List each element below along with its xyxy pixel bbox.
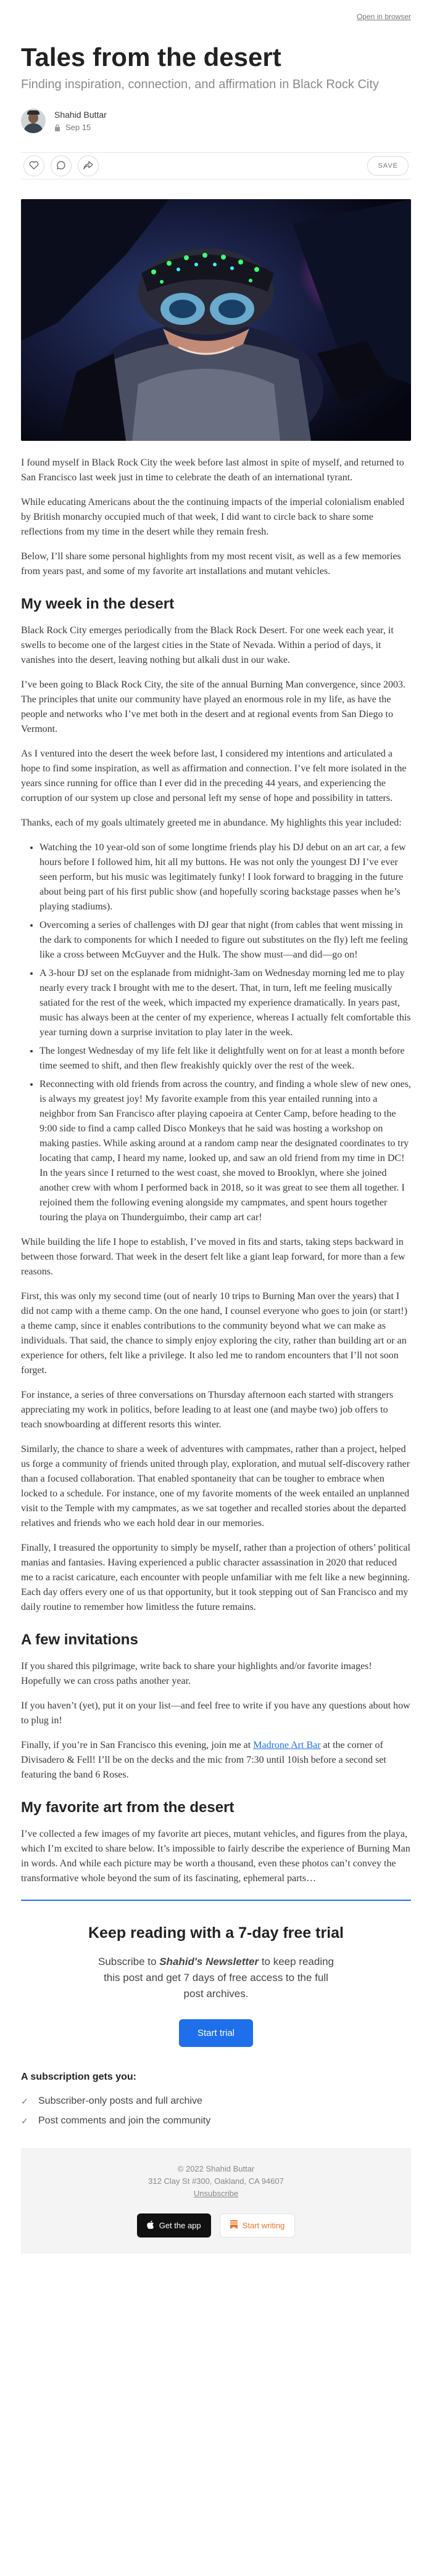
author-name[interactable]: Shahid Buttar xyxy=(54,110,107,120)
highlights-list xyxy=(21,840,411,1225)
week-paragraph: First, this was only my second time (out of nearly 10 trips to Burning Man over the years) that I did not camp with a theme camp. On the one hand, I counsel everyone who goes to join (or start!) a theme camp, since it enables contributions to the community beyond what we can make as individuals. That said, the chance to simply enjoy exploring the city, rather than building art or an experience for others, felt like a privilege. It also led me to random encounters that I’ll not soon forget. xyxy=(21,1291,408,1376)
post-actions-bar xyxy=(21,152,411,179)
week-paragraph: Black Rock City emerges periodically from the Black Rock Desert. For one week each year, it swells to become one of the largest cities in the State of Nevada. Within a period of days, it vanishes into the desert, leaving nothing but alkali dust in our wake. xyxy=(21,625,394,665)
trial-text: Subscribe to Shahid's Newsletter to keep reading this post and get 7 days of free access to the full post archives. xyxy=(98,1956,334,2000)
newsletter-name: Shahid's Newsletter xyxy=(159,1956,259,1967)
intro-paragraph-3: Below, I’ll share some personal highlights from my most recent visit, as well as a few memories from years past, and some of my favorite art installations and mutant vehicles. xyxy=(21,551,401,576)
apple-icon xyxy=(147,2220,154,2231)
post-title: Tales from the desert xyxy=(21,43,281,72)
list-item: • Watching the 10 year-old son of some longtime friends play his DJ debut on an art car, a few hours before I followed him, hit all my buttons. He was not only the youngest DJ I’ve ever seen perform, but his music was legitimately funky! I look forward to bragging in the future about being part of his first public show (and hopefully scoring backstage passes when he’s playing stadiums). xyxy=(39,840,411,914)
free-trial-section xyxy=(21,1901,411,2047)
check-icon: ✓ xyxy=(21,2116,28,2126)
hero-image[interactable] xyxy=(21,199,411,441)
email-footer xyxy=(21,2148,411,2254)
post-subtitle: Finding inspiration, connection, and affirmation in Black Rock City xyxy=(21,78,379,91)
week-paragraph: Finally, I treasured the opportunity to simply be myself, rather than a projection of others’ political manias and fantasies. Having experienced a public character assassination in 2020 that reduced me to a racist caricature, each encounter with people unfamiliar with me felt like a new beginning. Each day offers every one of us that opportunity, but it took stepping out of San Francisco and my daily routine to remember how limitless the future remains. xyxy=(21,1543,410,1612)
week-paragraph: I’ve been going to Black Rock City, the site of the annual Burning Man convergence, since 2003. The principles that unite our community have played an enormous role in my life, as have the people and networks who I’ve met both in the desert and at regional events from San Diego to Vermont. xyxy=(21,679,405,734)
intro-paragraph-2: While educating Americans about the the continuing impacts of the imperial colonialism enabled by British monarchy occupied much of that week, I did want to circle back to share some reflections from my time in the desert while they remain fresh. xyxy=(21,497,405,537)
week-paragraph: While building the life I hope to establish, I’ve moved in fits and starts, taking steps backward in between those forward. That week in the desert felt like a giant leap forward, for more than a few reasons. xyxy=(21,1237,405,1277)
author-avatar[interactable] xyxy=(21,109,46,133)
open-in-browser-link[interactable]: Open in browser xyxy=(356,12,411,21)
substack-logo-icon xyxy=(230,2220,238,2231)
intro-paragraph-1: I found myself in Black Rock City the week before last almost in spite of myself, and returned to San Francisco last week just in time to celebrate the death of an international tyrant. xyxy=(21,457,404,483)
comment-icon xyxy=(56,160,66,172)
benefits-heading: A subscription gets you: xyxy=(21,2072,136,2082)
start-trial-button[interactable]: Start trial xyxy=(179,2019,253,2047)
list-item: • The longest Wednesday of my life felt like it delightfully went on for at least a month before time seemed to shift, and then flew freakishly quickly over the rest of the week. xyxy=(39,1044,411,1073)
save-button[interactable]: SAVE xyxy=(367,156,409,176)
heart-icon xyxy=(29,161,39,171)
share-arrow-icon xyxy=(83,161,93,171)
post-date: Sep 15 xyxy=(65,123,91,132)
subscription-benefits xyxy=(21,2072,411,2131)
invitation-paragraph: If you shared this pilgrimage, write back to share your highlights and/or favorite images! Hopefully we can cross paths another year. xyxy=(21,1661,372,1686)
invitation-paragraph: Finally, if you’re in San Francisco this evening, join me at Madrone Art Bar at the corner of Divisadero & Fell! I’ll be on the decks and the mic from 7:30 until 10ish before a second set featuring the band 6 Roses. xyxy=(21,1740,386,1780)
start-writing-button[interactable]: Start writing xyxy=(220,2213,296,2238)
invitation-paragraph: If you haven’t (yet), put it on your list—and feel free to write if you have any questions about how to plug in! xyxy=(21,1700,410,1726)
copyright: © 2022 Shahid Buttar xyxy=(177,2164,255,2173)
list-item: • Overcoming a series of challenges with DJ gear that night (from cables that went missing in the dark to components for which I needed to figure out substitutes on the fly) left me feeling like a cross between McGuyver and the Hulk. The show must—and did—go on! xyxy=(39,918,411,962)
section-heading-week: My week in the desert xyxy=(21,596,175,612)
get-the-app-button[interactable]: Get the app xyxy=(137,2213,211,2238)
benefit-item: ✓ Subscriber-only posts and full archive xyxy=(21,2091,411,2111)
section-heading-art: My favorite art from the desert xyxy=(21,1799,235,1816)
desert-photo xyxy=(21,199,411,441)
lock-icon xyxy=(54,124,60,131)
post-container xyxy=(21,0,411,2254)
byline xyxy=(21,107,411,135)
check-icon: ✓ xyxy=(21,2096,28,2106)
madrone-art-bar-link[interactable]: Madrone Art Bar xyxy=(253,1740,321,1750)
unsubscribe-link[interactable]: Unsubscribe xyxy=(193,2189,239,2198)
share-button[interactable] xyxy=(78,155,99,176)
week-paragraph: Thanks, each of my goals ultimately greeted me in abundance. My highlights this year included: xyxy=(21,818,402,828)
art-paragraph: I’ve collected a few images of my favorite art pieces, mutant vehicles, and figures from the playa, which I’m excited to share below. It’s impossible to fairly describe the experience of Burning Man in words. And while each picture may be worth a thousand, even these photos can’t convey the transformative whole beyond the sum of its fascinating, ephemeral parts… xyxy=(21,1829,410,1884)
week-paragraph: For instance, a series of three conversations on Thursday afternoon each started with strangers appreciating my work in politics, before leading to at least one (and maybe two) job offers to teach snowboarding at different resorts this winter. xyxy=(21,1390,394,1430)
trial-heading: Keep reading with a 7-day free trial xyxy=(88,1924,344,1942)
week-paragraph: As I ventured into the desert the week before last, I considered my intentions and articulated a hope to find some inspiration, as well as affirmation and connection. I’ve felt more isolated in the years since running for office than I ever did in the preceding 44 years, and experiencing the corruption of our system up close and personal left my sense of hope and possibility in tatters. xyxy=(21,749,407,803)
benefit-item: ✓ Post comments and join the community xyxy=(21,2111,411,2131)
week-paragraph: Similarly, the chance to share a week of adventures with campmates, rather than a project, helped us forge a community of friends united through play, exploration, and mutual self-discovery rather than a focused collaboration. That enabled spontaneity that can be tougher to embrace when locked to a schedule. For instance, one of my favorite moments of the week entailed an unplanned visit to the Temple with my campmates, as we sat together and recalled stories about the departed relatives and friends who we each hold dear in our memories. xyxy=(21,1444,410,1528)
section-heading-invitations: A few invitations xyxy=(21,1631,138,1648)
comment-button[interactable] xyxy=(51,155,72,176)
list-item: • Reconnecting with old friends from across the country, and finding a whole slew of new ones, is always my greatest joy! My favorite example from this year entailed running into a neighbor from San Francisco after playing capoeira at Center Camp, before heading to the 9:00 side to find a camp called Disco Monkeys that he said was hosting a workshop on making pasties. While asking around at a random camp near the designated coordinates to try locating that camp, I heard my name, looked up, and saw an old friend from my time in DC! In the years since I returned to the west coast, she moved to Brooklyn, where she joined another crew with whom I performed back in 2018, so it was great to see them all together. I rejoined them the following evening alongside my campmates, and spent hours together touring the playa on Thunderguimbo, their camp art car! xyxy=(39,1077,411,1225)
mailing-address: 312 Clay St #300, Oakland, CA 94607 xyxy=(148,2176,284,2186)
list-item: • A 3-hour DJ set on the esplanade from midnight-3am on Wednesday morning led me to play nearly every track I brought with me to the desert. That, in turn, left me feeling musically satiated for the rest of the week, which impacted my experience dramatically. In years past, music has always been at the center of my experience, whereas I actually felt comfortable this year turning down a surprise invitation to play later in the week. xyxy=(39,966,411,1040)
like-button[interactable] xyxy=(23,155,44,176)
post-body xyxy=(21,456,411,1886)
